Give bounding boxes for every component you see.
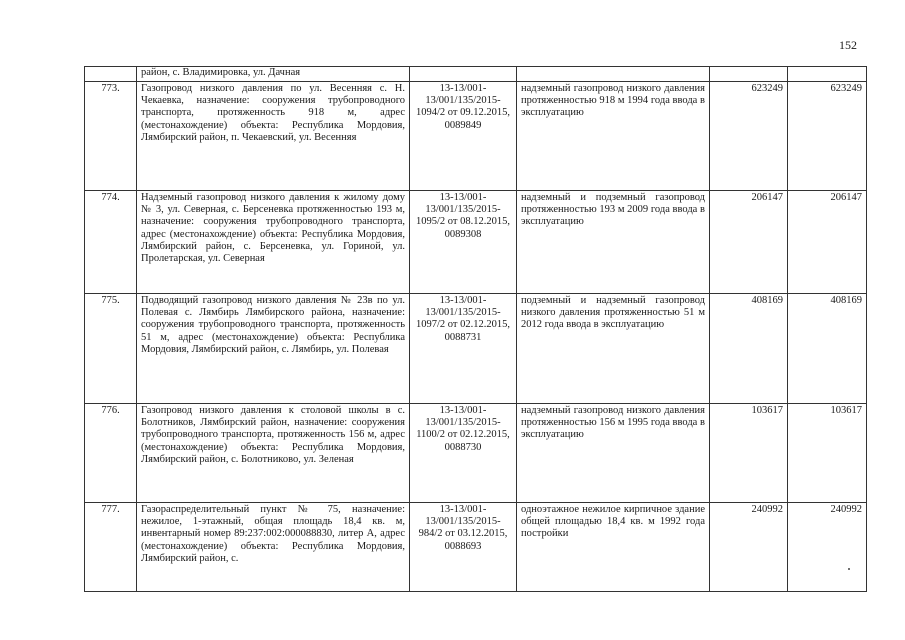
registration-record: 13-13/001-13/001/135/2015-1097/2 от 02.12.2015, 0088731 [410, 294, 517, 404]
object-features: надземный газопровод низкого давления протяженностью 918 м 1994 года ввода в эксплуатацию [517, 82, 710, 191]
value-cell [710, 67, 788, 82]
object-features: надземный газопровод низкого давления протяженностью 156 м 1995 года ввода в эксплуатацию [517, 404, 710, 503]
registration-record [410, 67, 517, 82]
row-number: 776. [85, 404, 137, 503]
row-number: 777. [85, 503, 137, 592]
table-row [85, 404, 867, 503]
registration-record: 13-13/001-13/001/135/2015-1100/2 от 02.12.2015, 0088730 [410, 404, 517, 503]
scan-speck [848, 568, 850, 570]
object-features: подземный и надземный газопровод низкого давления протяженностью 51 м 2012 года ввода в эксплуатацию [517, 294, 710, 404]
table-row [85, 191, 867, 294]
value-cell: 408169 [788, 294, 867, 404]
table-row [85, 67, 867, 82]
registration-record: 13-13/001-13/001/135/2015-1095/2 от 08.12.2015, 0089308 [410, 191, 517, 294]
row-number [85, 67, 137, 82]
value-cell: 206147 [710, 191, 788, 294]
object-description: район, с. Владимировка, ул. Дачная [137, 67, 410, 82]
object-features: одноэтажное нежилое кирпичное здание общей площадью 18,4 кв. м 1992 года постройки [517, 503, 710, 592]
value-cell: 103617 [710, 404, 788, 503]
registration-record: 13-13/001-13/001/135/2015-1094/2 от 09.12.2015, 0089849 [410, 82, 517, 191]
table-row [85, 503, 867, 592]
value-cell: 206147 [788, 191, 867, 294]
value-cell [788, 67, 867, 82]
page-number: 152 [839, 38, 857, 52]
value-cell: 240992 [788, 503, 867, 592]
row-number: 774. [85, 191, 137, 294]
object-description: Газораспределительный пункт № 75, назначение: нежилое, 1-этажный, общая площадь 18,4 кв. м, инвентарный номер 89:237:002:000088830, литер А, адрес (местонахождение) объекта: Республика Мордовия, Лямбирский район, с. [137, 503, 410, 592]
row-number: 775. [85, 294, 137, 404]
object-description: Газопровод низкого давления к столовой школы в с. Болотников, Лямбирский район, назначение: сооружения трубопроводного транспорта, протяженность 156 м, адрес (местонахождение) объекта: Республика Мордовия, Лямбирский район, с. Болотниково, ул. Зеленая [137, 404, 410, 503]
value-cell: 623249 [710, 82, 788, 191]
value-cell: 240992 [710, 503, 788, 592]
table-row [85, 294, 867, 404]
value-cell: 103617 [788, 404, 867, 503]
object-features: надземный и подземный газопровод протяженностью 193 м 2009 года ввода в эксплуатацию [517, 191, 710, 294]
object-description: Надземный газопровод низкого давления к жилому дому № 3, ул. Северная, с. Берсеневка протяженностью 193 м, назначение: сооружения трубопроводного транспорта, адрес (местонахождение) объекта: Республика Мордовия, Лямбирский район, с. Берсеневка, ул. Гориной, ул. Пролетарская, ул. Северная [137, 191, 410, 294]
object-features [517, 67, 710, 82]
registry-table [84, 66, 867, 592]
object-description: Подводящий газопровод низкого давления № 23в по ул. Полевая с. Лямбирь Лямбирского района, назначение: сооружения трубопроводного транспорта, протяженность 51 м, адрес (местонахождение) объекта: Республика Мордовия, Лямбирский район, с. Лямбирь, ул. Полевая [137, 294, 410, 404]
value-cell: 408169 [710, 294, 788, 404]
value-cell: 623249 [788, 82, 867, 191]
table-row [85, 82, 867, 191]
registration-record: 13-13/001-13/001/135/2015-984/2 от 03.12.2015, 0088693 [410, 503, 517, 592]
object-description: Газопровод низкого давления по ул. Весенняя с. Н. Чекаевка, назначение: сооружения трубопроводного транспорта, протяженность 918 м, адрес (местонахождение) объекта: Республика Мордовия, Лямбирский район, п. Чекаевский, ул. Весенняя [137, 82, 410, 191]
row-number: 773. [85, 82, 137, 191]
